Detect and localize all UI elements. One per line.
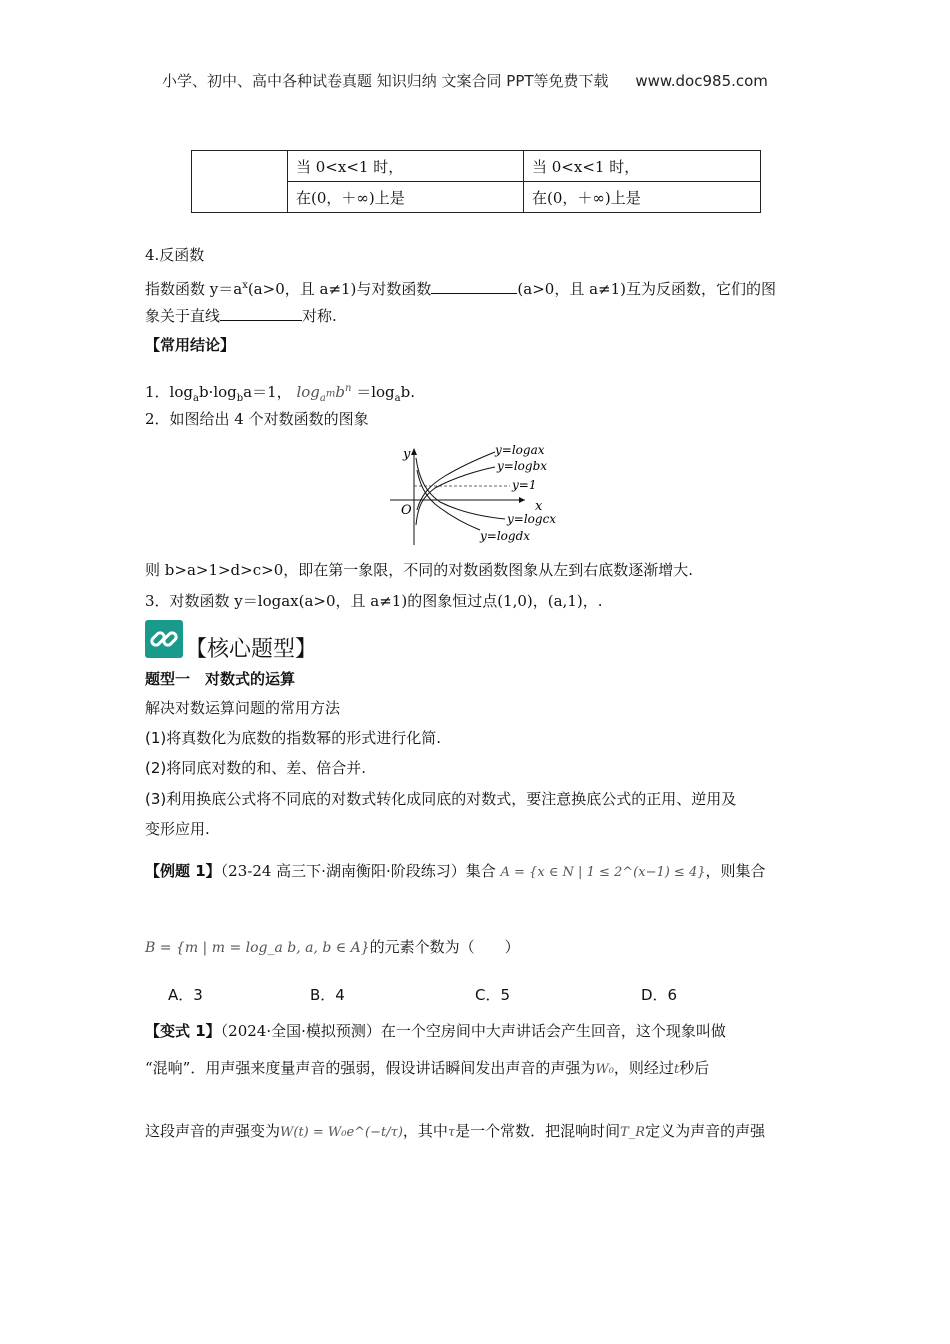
label-log-a: y=logax <box>495 443 545 457</box>
option-c[interactable]: C．5 <box>475 986 511 1004</box>
x-axis-label: x <box>535 499 543 514</box>
y-axis-arrow <box>411 448 417 455</box>
link-icon-glyph <box>145 620 183 658</box>
table-cell <box>192 151 288 213</box>
log-graph <box>385 440 570 548</box>
option-d[interactable]: D．6 <box>641 986 678 1004</box>
core-title: 【核心题型】 <box>185 637 318 662</box>
variant-label: 【变式 1】 <box>145 1022 221 1040</box>
example-1-line2: B = {m | m = log_a b, a, b ∈ A}的元素个数为（ ） <box>145 938 520 956</box>
origin-label: O <box>401 503 412 518</box>
curve-log-a <box>417 452 495 510</box>
section4-line1: 指数函数 $y=a^x(a>0$，且 a≠1)与对数函数 (a>0，且 a≠1)互为反函数，它们的图 <box>145 280 777 298</box>
table-row <box>192 151 761 182</box>
method-3-line1: (3)利用换底公式将不同底的对数式转化成同底的对数式，要注意换底公式的正用、逆用及 <box>145 790 737 808</box>
example-1-line1: 【例题 1】（23-24 高三下·湖南衡阳·阶段练习）集合 A = {x ∈ N | 1 ≤ 2^(x−1) ≤ 4}，则集合 <box>145 862 766 880</box>
example-label: 【例题 1】 <box>145 862 221 880</box>
conclusion-item-1: 1．$\log_ab\cdot\log_ba=1$， $\log_{a^m}b^n =\log_ab$. <box>145 383 415 404</box>
section4-line2: 象关于直线 对称. <box>145 307 337 325</box>
table-cell: 在(0，＋∞)上是 <box>524 182 761 213</box>
answer-blank[interactable] <box>220 306 302 321</box>
answer-blank[interactable] <box>431 279 517 294</box>
table-cell: 在(0，＋∞)上是 <box>288 182 524 213</box>
x-axis-arrow <box>519 497 525 503</box>
label-log-d: y=logdx <box>480 529 531 543</box>
method-2: (2)将同底对数的和、差、倍合并. <box>145 759 367 777</box>
decay-formula: W(t) = W₀e^(−t/τ) <box>280 1125 403 1140</box>
table-cell: 当 0<x<1 时， <box>524 151 761 182</box>
label-log-b: y=logbx <box>497 459 548 473</box>
property-table <box>191 150 761 213</box>
variant-1-line2: “混响”．用声强来度量声音的强弱，假设讲话瞬间发出声音的声强为W₀，则经过t秒后 <box>145 1059 710 1077</box>
variant-1-line3: 这段声音的声强变为W(t) = W₀e^(−t/τ)，其中τ是一个常数．把混响时间T_R定义为声音的声强 <box>145 1122 766 1140</box>
section-title: 4.反函数 <box>145 246 205 264</box>
set-b-formula: B = {m | m = log_a b, a, b ∈ A} <box>145 940 370 956</box>
variant-1-line1: 【变式 1】（2024·全国·模拟预测）在一个空房间中大声讲话会产生回音，这个现象叫做 <box>145 1022 726 1040</box>
set-a-formula: A = {x ∈ N | 1 ≤ 2^(x−1) ≤ 4} <box>500 865 706 880</box>
option-a[interactable]: A．3 <box>168 986 203 1004</box>
method-intro: 解决对数运算问题的常用方法 <box>145 699 341 717</box>
method-3-line2: 变形应用. <box>145 820 210 838</box>
conclusion-item-3: 3．对数函数 y＝logax(a>0，且 a≠1)的图象恒过点(1,0)，(a,1)，. <box>145 592 603 610</box>
common-title: 【常用结论】 <box>145 336 236 354</box>
table-cell: 当 0<x<1 时， <box>288 151 524 182</box>
graph-conclusion: 则 b>a>1>d>c>0，即在第一象限，不同的对数函数图象从左到右底数逐渐增大. <box>145 561 694 579</box>
formula-log-am-bn: $\log_{a^m}b^n$ <box>296 383 352 404</box>
label-y-equals-1: y=1 <box>512 478 537 492</box>
y-axis-label: y <box>403 447 411 462</box>
header-text: 小学、初中、高中各种试卷真题 知识归纳 文案合同 PPT等免费下载 <box>162 72 609 90</box>
method-1: (1)将真数化为底数的指数幂的形式进行化简. <box>145 729 442 747</box>
link-icon <box>145 620 183 658</box>
option-b[interactable]: B．4 <box>310 986 345 1004</box>
header-url[interactable]: www.doc985.com <box>635 72 768 90</box>
conclusion-item-2: 2．如图给出 4 个对数函数的图象 <box>145 410 369 428</box>
label-log-c: y=logcx <box>507 512 557 526</box>
question-type-title: 题型一 对数式的运算 <box>145 670 296 688</box>
page-header <box>162 70 768 91</box>
